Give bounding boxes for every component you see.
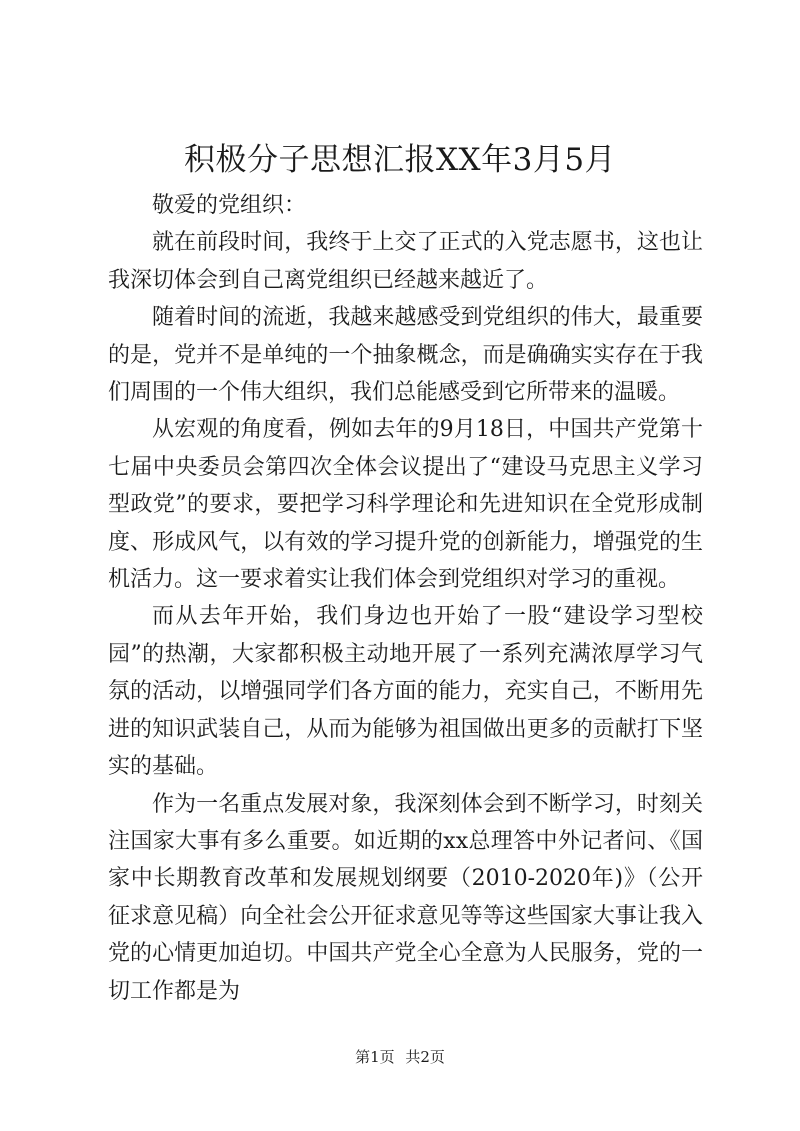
document-title: 积极分子思想汇报XX年3月5月	[183, 142, 617, 178]
page-number-current: 第1页	[355, 1048, 395, 1066]
document-body	[108, 187, 703, 1010]
paragraph-4: 而从去年开始，我们身边也开始了一股“建设学习型校园”的热潮，大家都积极主动地开展了一系列充满浓厚学习气氛的活动，以增强同学们各方面的能力，充实自己，不断用先进的知识武装自己，从而为能够为祖国做出更多的贡献打下坚实的基础。	[108, 604, 703, 780]
paragraph-1: 就在前段时间，我终于上交了正式的入党志愿书，这也让我深切体会到自己离党组织已经越来越近了。	[108, 230, 703, 293]
paragraph-5: 作为一名重点发展对象，我深刻体会到不断学习，时刻关注国家大事有多么重要。如近期的xx总理答中外记者问、《国家中长期教育改革和发展规划纲要（2010-2020年)》（公开征求意见稿）向全社会公开征求意见等等这些国家大事让我入党的心情更加迫切。中国共产党全心全意为人民服务，党的一切工作都是为	[108, 791, 703, 1004]
page-footer	[0, 1047, 800, 1067]
page-number-total: 共2页	[405, 1048, 445, 1066]
salutation: 敬爱的党组织：	[152, 193, 307, 218]
paragraph-2: 随着时间的流逝，我越来越感受到党组织的伟大，最重要的是，党并不是单纯的一个抽象概念，而是确确实实存在于我们周围的一个伟大组织，我们总能感受到它所带来的温暖。	[108, 305, 703, 406]
paragraph-3: 从宏观的角度看，例如去年的9月18日，中国共产党第十七届中央委员会第四次全体会议提出了“建设马克思主义学习型政党”的要求，要把学习科学理论和先进知识在全党形成制度、形成风气，以有效的学习提升党的创新能力，增强党的生机活力。这一要求着实让我们体会到党组织对学习的重视。	[108, 417, 703, 593]
